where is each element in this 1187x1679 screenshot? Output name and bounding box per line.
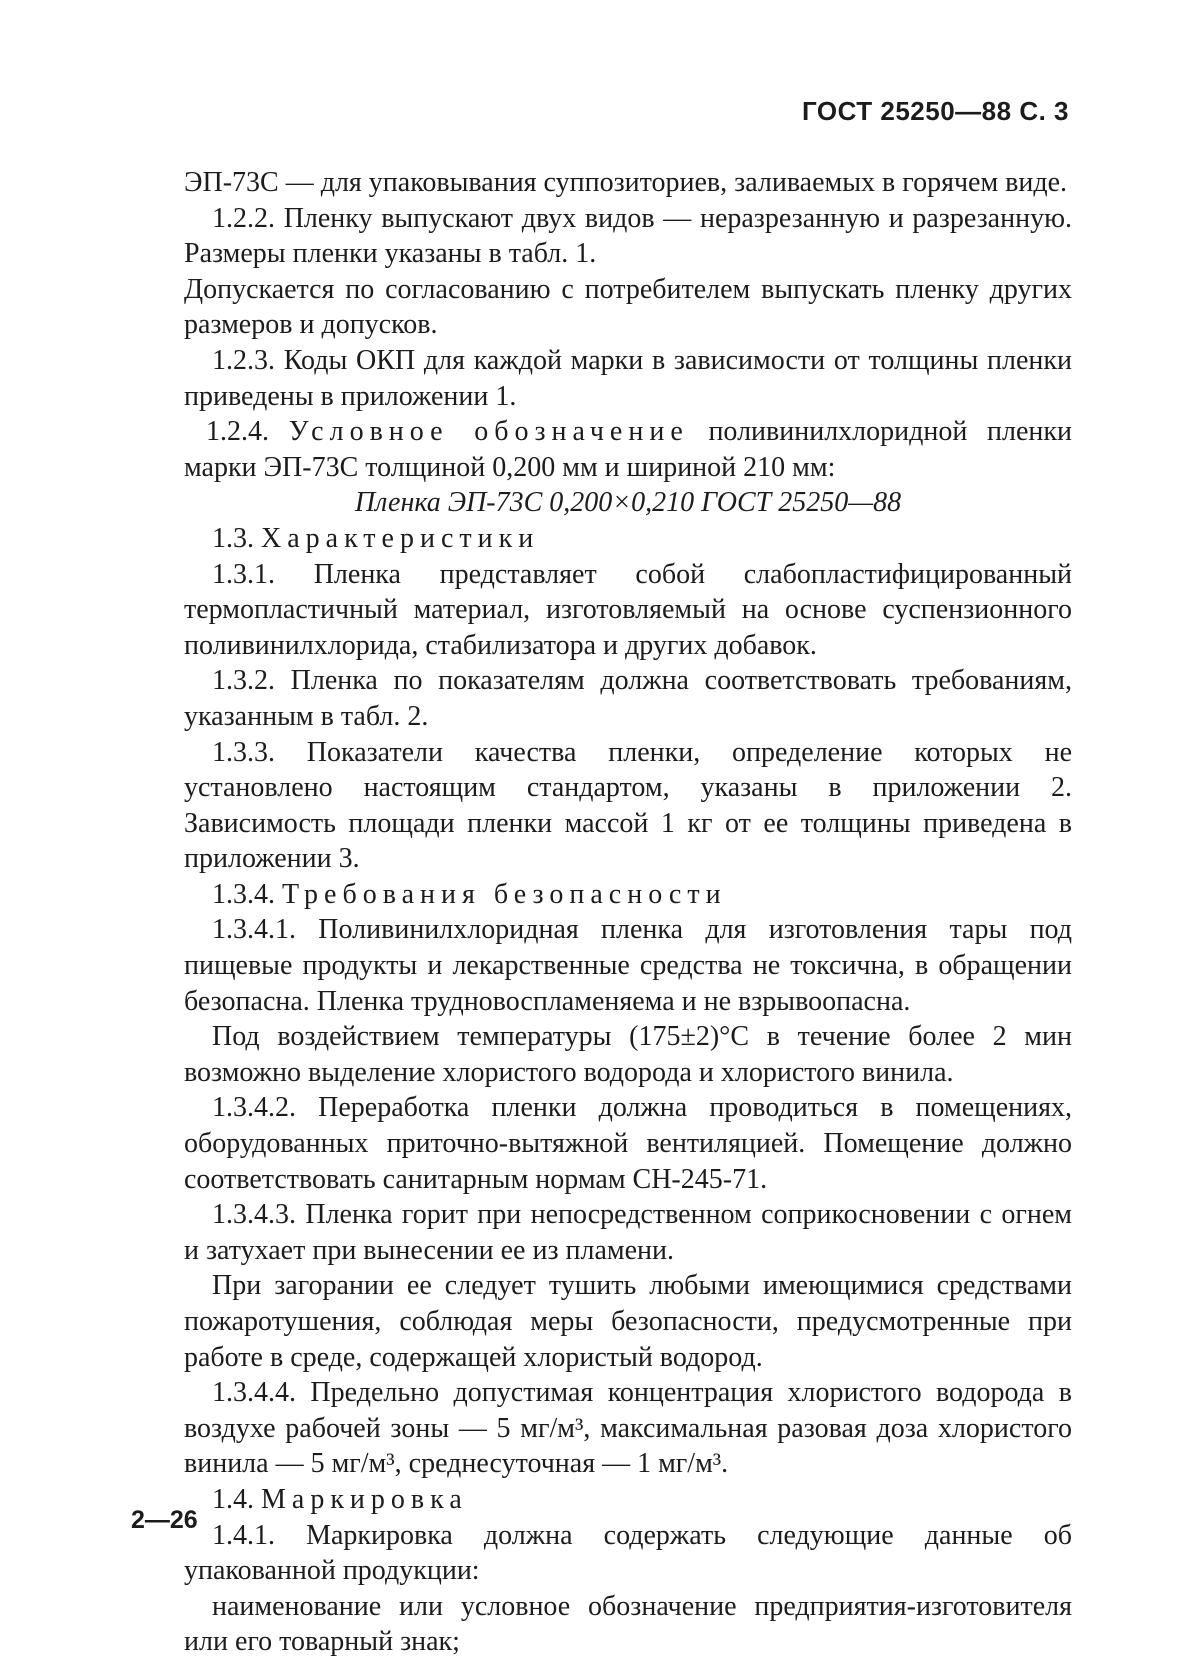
paragraph: 1.2.3. Коды ОКП для каждой марки в зависимости от толщины пленки приведены в приложении 1.: [184, 344, 1072, 412]
paragraph: Под воздействием температуры (175±2)°С в течение более 2 мин возможно выделение хлористого водорода и хлористого винила.: [184, 1021, 1072, 1088]
paragraph: ЭП-73С — для упаковывания суппозиториев, заливаемых в горячем виде.: [184, 167, 1068, 198]
clause-number: 1.2.4.: [206, 416, 269, 448]
paragraph: 1.3.3. Показатели качества пленки, определение которых не установлено настоящим стандартом, указаны в приложении 2. Зависимость площади пленки массой 1 кг от ее толщины приведена в приложении 3.: [184, 736, 1072, 875]
section-title: Характеристики: [261, 522, 540, 554]
section-title: Требования безопасности: [282, 878, 727, 910]
paragraph: 1.3.1. Пленка представляет собой слабопластифицированный термопластичный материал, изготовляемый на основе суспензионного поливинилхлорида, стабилизатора и других добавок.: [184, 558, 1072, 661]
section-number: 1.3.4.: [212, 878, 275, 910]
clause-term: Условное обозначение: [288, 416, 689, 448]
clause-text: поливинилхлоридной пленки марки ЭП-73С толщиной 0,200 мм и шириной 210 мм:: [184, 416, 1072, 483]
page-footer-mark: 2—26: [131, 1506, 198, 1534]
paragraph: При загорании ее следует тушить любыми имеющимися средствами пожаротушения, соблюдая меры безопасности, предусмотренные при работе в среде, содержащей хлористый водород.: [184, 1270, 1072, 1373]
paragraph: 1.3.4.2. Переработка пленки должна проводиться в помещениях, оборудованных приточно-вытяжной вентиляцией. Помещение должно соответствовать санитарным нормам СН-245-71.: [184, 1092, 1072, 1195]
paragraph: 1.3.4.4. Предельно допустимая концентрация хлористого водорода в воздухе рабочей зоны — 5 мг/м³, максимальная разовая доза хлористого винила — 5 мг/м³, среднесуточная — 1 мг/м³.: [184, 1377, 1072, 1480]
designation-example: Пленка ЭП-73С 0,200×0,210 ГОСТ 25250—88: [354, 487, 902, 519]
document-body: [184, 165, 1072, 1660]
paragraph: наименование или условное обозначение предприятия-изготовителя или его товарный знак;: [184, 1590, 1072, 1658]
paragraph: 1.3.4.1. Поливинилхлоридная пленка для изготовления тары под пищевые продукты и лекарственные средства не токсична, в обращении безопасна. Пленка трудновоспламеняема и не взрывоопасна.: [184, 914, 1072, 1017]
page-header: ГОСТ 25250—88 С. 3: [802, 96, 1069, 126]
paragraph: [184, 414, 1072, 485]
section-heading: [184, 521, 1072, 557]
paragraph: 1.3.2. Пленка по показателям должна соответствовать требованиям, указанным в табл. 2.: [184, 665, 1072, 732]
section-title: Маркировка: [261, 1483, 468, 1515]
paragraph: Допускается по согласованию с потребителем выпускать пленку других размеров и допусков.: [184, 273, 1072, 341]
section-heading: [184, 877, 1072, 913]
section-number: 1.4.: [212, 1483, 254, 1515]
section-number: 1.3.: [212, 522, 254, 554]
paragraph: 1.3.4.3. Пленка горит при непосредственном соприкосновении с огнем и затухает при вынесении ее из пламени.: [184, 1199, 1072, 1266]
paragraph: 1.2.2. Пленку выпускают двух видов — неразрезанную и разрезанную. Размеры пленки указаны в табл. 1.: [184, 202, 1072, 270]
section-heading: [184, 1482, 1072, 1518]
paragraph: 1.4.1. Маркировка должна содержать следующие данные об упакованной продукции:: [184, 1519, 1072, 1587]
